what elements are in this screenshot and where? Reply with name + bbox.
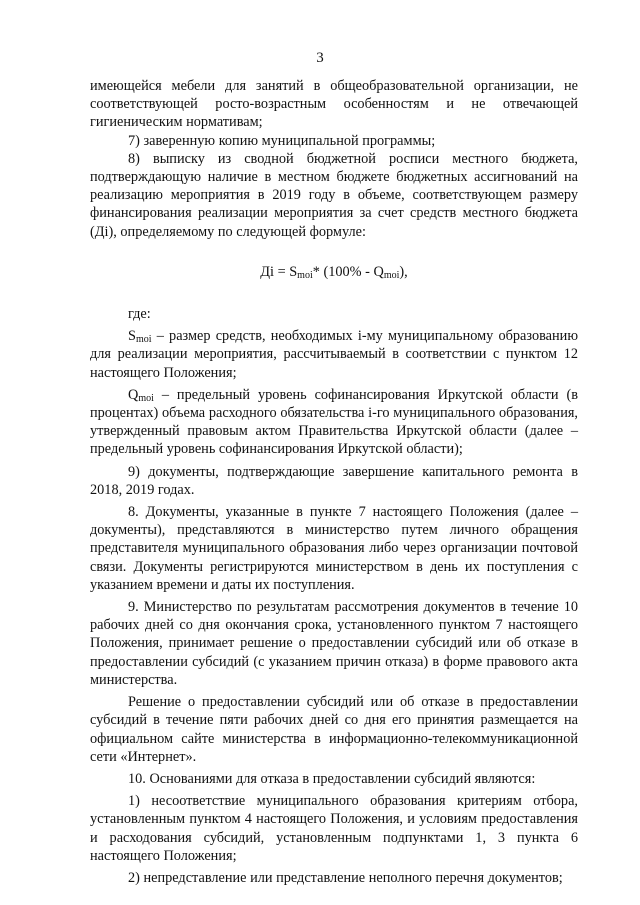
def2-subscript: moi (138, 392, 154, 404)
formula-lhs: Дi (260, 263, 274, 280)
formula-mid: = S (274, 263, 298, 280)
paragraph-furniture: имеющейся мебели для занятий в общеобразовательной организации, не соответствующей росто-возрастным особенностям и не отвечающей гигиеническим нормативам; (90, 78, 578, 131)
paragraph-reason-1: 1) несоответствие муниципального образования критериям отбора, установленным пунктом 4 настоящего Положения, и условиям предоставления и расходования субсидий, установленным подпунктами 1, 3 пункта 6 настоящего Положения; (90, 793, 578, 864)
paragraph-item-7: 7) заверенную копию муниципальной программы; (128, 132, 436, 149)
page-number: 3 (316, 50, 324, 66)
paragraph-section-8: 8. Документы, указанные в пункте 7 настоящего Положения (далее – документы), представляются в министерство путем личного обращения представителя муниципального образования либо через организации почтовой связи. Документы регистрируются министерством в день их поступления с указанием времени и даты их поступления. (90, 504, 578, 593)
def1-symbol: S (128, 328, 136, 345)
def2-text: – предельный уровень софинансирования Иркутской области (в процентах) объема расходного обязательства i-го муниципального образования, утвержденный правовым актом Правительства Иркутской области (далее – предельный уровень софинансирования Иркутской области); (90, 386, 578, 458)
definition-q-moi (90, 386, 578, 459)
paragraph-decision-publication: Решение о предоставлении субсидий или об отказе в предоставлении субсидий в течение пяти рабочих дней со дня его принятия размещается на официальном сайте министерства в информационно-телекоммуникационной сети «Интернет». (90, 694, 578, 765)
paragraph-item-9: 9) документы, подтверждающие завершение капитального ремонта в 2018, 2019 годах. (90, 463, 578, 498)
def1-text: – размер средств, необходимых i-му муниципальному образованию для реализации мероприятия, рассчитываемый в соответствии с пунктом 12 настоящего Положения; (90, 328, 578, 381)
paragraph-section-10: 10. Основаниями для отказа в предоставлении субсидий являются: (128, 770, 536, 787)
document-body (90, 77, 578, 887)
definition-s-moi (90, 327, 578, 382)
formula-end: ), (399, 263, 408, 280)
formula-rest: * (100% - Q (312, 263, 384, 280)
paragraph-item-8: 8) выписку из сводной бюджетной росписи местного бюджета, подтверждающую наличие в местном бюджете бюджетных ассигнований на реализацию мероприятия в 2019 году в объеме, соответствующем размеру финансирования реализации мероприятия за счет средств местного бюджета (Дi), определяемому по следующей формуле: (90, 150, 578, 240)
formula-sub-1: moi (297, 269, 313, 281)
paragraph-section-9: 9. Министерство по результатам рассмотрения документов в течение 10 рабочих дней со дня окончания срока, установленного пунктом 7 настоящего Положения, принимает решение о предоставлении субсидий или об отказе в предоставлении субсидий (с указанием причин отказа) в форме правового акта министерства. (90, 599, 578, 688)
def2-symbol: Q (128, 386, 139, 403)
formula-sub-2: moi (383, 269, 400, 281)
paragraph-where: где: (128, 306, 151, 323)
paragraph-reason-2: 2) непредставление или представление неполного перечня документов; (128, 869, 563, 886)
def1-subscript: moi (135, 334, 152, 346)
formula (90, 263, 578, 281)
